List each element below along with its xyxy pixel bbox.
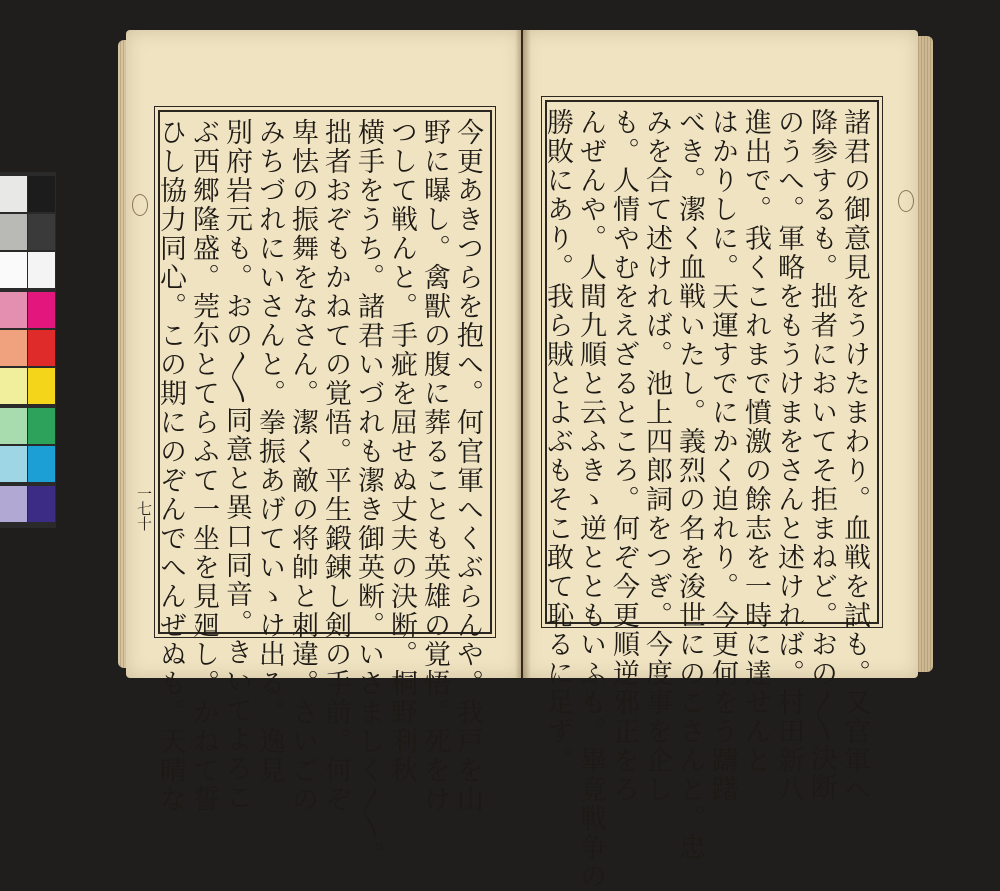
color-chip xyxy=(0,486,27,522)
color-chip xyxy=(0,446,27,482)
color-chip xyxy=(28,368,55,404)
page-edges-right xyxy=(916,36,933,672)
open-book xyxy=(118,26,933,891)
color-chip xyxy=(28,252,55,288)
left-page-text: 今更あきつらを抱へ。何官軍へくぶらんや。我戸を山 野に曝し。禽獸の腹に葬ることも英雄の覚悟。死をけ つして戦んと。手疵を屈せぬ丈夫の決断。桐野利秋 横手をうち。諸君いづれも潔き御英断。いさましく〳〵。 拙者おぞもかねての覚悟。平生鍛錬し剣の手前。何ぞ 卑怯の振舞をなさん。潔く敵の将帥と刺違。さいごの みちづれにいさんと。拳振あげていゝけ出る。逸見 別府岩元も。おの〳〵同意と異口同音。きいてよろこ ぶ西郷隆盛。莞尓とてらふて一坐を見廻し。かねて誓 ひし協力同心。この期にのぞんでへんぜぬも。天晴な xyxy=(155,118,483,870)
color-chip xyxy=(0,214,27,250)
color-chip xyxy=(0,330,27,366)
binding-hole-icon xyxy=(898,190,914,212)
book-gutter xyxy=(515,30,531,678)
color-chip xyxy=(28,292,55,328)
color-chip xyxy=(0,368,27,404)
color-chip xyxy=(28,176,55,212)
color-chip xyxy=(28,408,55,444)
right-page-text: 諸君の御意見をうけたまわり。血戦を試も。又官軍へ 降参するも。拙者においてそ拒まねど。おの〳〵決断 のうへ。軍略をもうけまをさんと述ければ。村田新八 進出で。我くこれまで憤激の餘志を一時に達せんと はかりしに。天運すでにかく迫れり。今更何をう躊躇 べき。潔く血戦いたし。義烈の名を浚世にのこさんと。忠 みを合て述ければ。池上四郎詞をつぎ。今度事を企し も。人情やむをえざるところ。何ぞ今更順逆邪正をろ んぜんや。人間九順と云ふきゝ逆とともいふも。畢竟戦争の 勝敗にあり。我ら賊とよぶもそこ敢て恥るに足ず。 xyxy=(542,108,870,891)
color-chip xyxy=(28,446,55,482)
color-checker xyxy=(0,172,56,528)
color-chip xyxy=(0,292,27,328)
color-chip xyxy=(0,176,27,212)
page-number: 一七十 xyxy=(135,486,153,531)
color-chip xyxy=(28,330,55,366)
color-chip xyxy=(28,214,55,250)
color-chip xyxy=(28,486,55,522)
binding-hole-icon xyxy=(132,194,148,216)
color-chip xyxy=(0,408,27,444)
color-chip xyxy=(0,252,27,288)
